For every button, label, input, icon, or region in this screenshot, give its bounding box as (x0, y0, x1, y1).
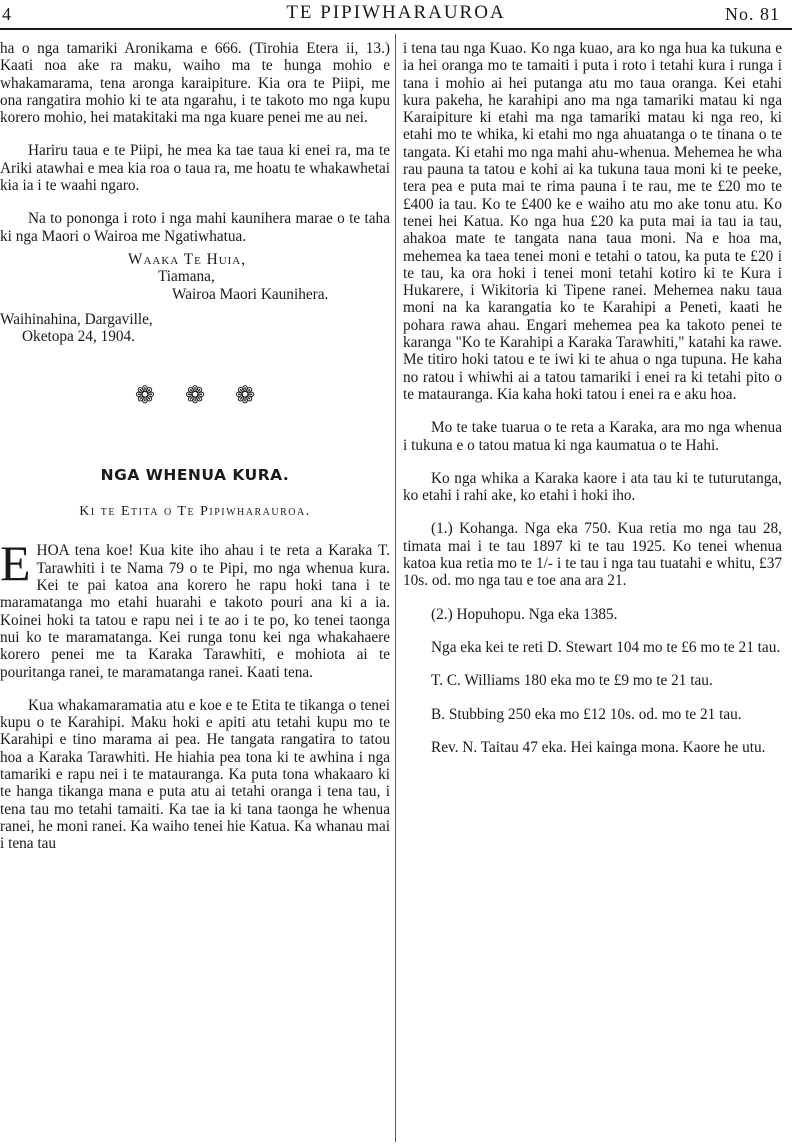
ornament-icon: ❁ (184, 383, 206, 410)
letter-paragraph-3: Na to pononga i roto i nga mahi kaunihera marae o te taha ki nga Maori o Wairoa me Ngatiwhatua. (0, 210, 390, 245)
drop-cap: E (0, 535, 31, 592)
article-opening-paragraph (0, 535, 390, 681)
lease-williams: T. C. Williams 180 eka mo te £9 mo te 21 tau. (431, 672, 713, 690)
right-column (403, 40, 782, 772)
article-subheading: Ki te Etita o Te Pipiwharauroa. (79, 504, 311, 520)
publication-title: TE PIPIWHARAUROA (286, 2, 506, 23)
lease-stubbing: B. Stubbing 250 eka mo £12 10s. od. mo te 21 tau. (431, 705, 742, 723)
letter-date: Oketopa 24, 1904. (22, 328, 136, 346)
letter-place: Waihinahina, Dargaville, (0, 310, 153, 328)
column-divider (395, 34, 396, 1142)
article-heading: NGA WHENUA KURA. (100, 466, 290, 485)
letter-paragraph-2: Hariru taua e te Piipi, he mea ka tae taua ki enei ra, ma te Ariki atawhai e mea kia roa o taua ra, me hoatu te whakawhetai kia ia i te waahi ngaro. (0, 142, 390, 195)
land-item-kohanga: (1.) Kohanga. Nga eka 750. Kua retia mo nga tau 28, timata mai i te tau 1897 ki te tau 1925. Ko tenei whenua katoa kua retia mo te 1/- i te tau i nga tau tuatahi e whitu, £37 10s. od. mo nga tau e toe ana ara 21. (403, 520, 782, 590)
section-ornament (0, 381, 390, 410)
lease-taitau: Rev. N. Taitau 47 eka. Hei kainga mona. Kaore he utu. (431, 738, 766, 756)
page-number: 4 (2, 4, 11, 24)
letter-continuation-paragraph: ha o nga tamariki Aronikama e 666. (Tirohia Etera ii, 13.) Kaati noa ake ra maku, waiho ma te hunga mohio e whakamarama, tena aronga karaipiture. Kia ora te Piipi, me ona rangatira mohio ki te ata ngarahu, i te takoto mo nga kupu korero mohio, hei matakitaki ma nga kuare penei me au nei. (0, 40, 390, 127)
lease-stewart: Nga eka kei te reti D. Stewart 104 mo te £6 mo te 21 tau. (431, 638, 781, 656)
left-column (0, 40, 390, 869)
signature-role: Tiamana, (158, 268, 215, 286)
article-paragraph-2: Kua whakamaramatia atu e koe e te Etita te tikanga o tenei kupu o te Karahipi. Maku hoki e apiti atu tetahi kupu mo te Karahipi e tino marama ai pea. He tangata rangatira to tatou hoa a Karaka Tarawhiti. He hiahia pea tona ki te awhina i nga tamariki e rapu nei i te matauranga. Ka puta tona whakaaro ki te hanga tikanga mana e puta atu ai tetahi oranga i tena tau, i tena tau mo tetahi tamaiti. Ka tae ia ki tana taonga he whenua ranei, he moni ranei. Ka waiho tenei hie Katua. Ka whanau mai i tena tau (0, 696, 390, 853)
signature-name: Waaka Te Huia, (128, 250, 247, 268)
signature-organisation: Wairoa Maori Kaunihera. (172, 285, 329, 303)
ornament-icon: ❁ (134, 383, 155, 410)
land-item-hopuhopu: (2.) Hopuhopu. Nga eka 1385. (431, 605, 618, 623)
ornament-icon: ❁ (235, 383, 256, 410)
article-paragraph-4: Ko nga whika a Karaka kaore i ata tau ki te tuturutanga, ko etahi i rahi ake, ko etahi i hoki iho. (403, 469, 782, 505)
article-opening-text: HOA tena koe! Kua kite iho ahau i te reta a Karaka T. Tarawhiti i te Nama 79 o te Pipi, mo nga whenua kura. Kei te pai katoa ana korero he rapu hoki tana i te maramatanga mo etahi huarahi e takoto pouri ana ki a ia. Koinei hoki ta tatou e rapu nei i te ao i te po, ko tenei taonga nui ko te maramatanga. Kei runga tonu kei nga whakahaere korero penei me ta Karaka Tarawhiti, e mohiota ai te pouritanga ranei, te maramatanga ranei. Kaati tena. (0, 542, 390, 681)
issue-number: No. 81 (725, 4, 780, 24)
article-continuation-paragraph: i tena tau nga Kuao. Ko nga kuao, ara ko nga hua ka tukuna e ia hei oranga mo te tamaiti i puta i roto i tetahi kura i runga i tana i mohio ai hei putanga atu mo taua oranga. Kei etahi kura pakeha, he karahipi ano ma nga tamariki matau ki nga Karaipiture ki etahi ma nga tamariki matau ki nga reo, ki etahi mo te whika, ki etahi mo nga ahuatanga o te tinana o te tangata. Ki etahi mo nga mahi ahu-whenua. Mehemea he wha rau pauna ta tatou e kohi ai ka tukuna taua moni ki te peeke, tera pea e puta mai te rima pauna i te rau, me te £20 mo te £400 ia tau. Ko te £400 ke e waiho atu mo ake tonu atu. Ko tenei hei Katua. Ko nga hua £20 ka puta mai ia tau ia tau, ahakoa mate te tangata nana taua moni. Na e hoa ma, mehemea ka taea tenei moni e tetahi o tatou, ka puta te £20 i te tau, ka ora hoki i tenei moni tetahi kotiro ki te Kura i Hukarere, i Wikitoria ki Tipene ranei. Mehemea naku taua moni na ka karangatia ko te Karahipi a Peneti, kaati he pohara rawa ahau. Engari mehemea pea ka takoto penei te karanga "Ko te Karahipi a Karaka Tarawhiti," katahi ka rawe. Me titiro hoki tatou e te iwi ki te ahua o nga tupuna. He kaha no ratou i whiwhi ai a tatou tamariki i enei ra ki tetahi pito o te matauranga. Kia kaha hoki tatou i enei ra e aku hoa. (403, 40, 782, 403)
page-header (0, 0, 792, 30)
article-paragraph-3: Mo te take tuarua o te reta a Karaka, ara mo nga whenua i tukuna e o tatou matua ki nga kaumatua o te Hahi. (403, 419, 782, 454)
header-rule (0, 28, 792, 30)
